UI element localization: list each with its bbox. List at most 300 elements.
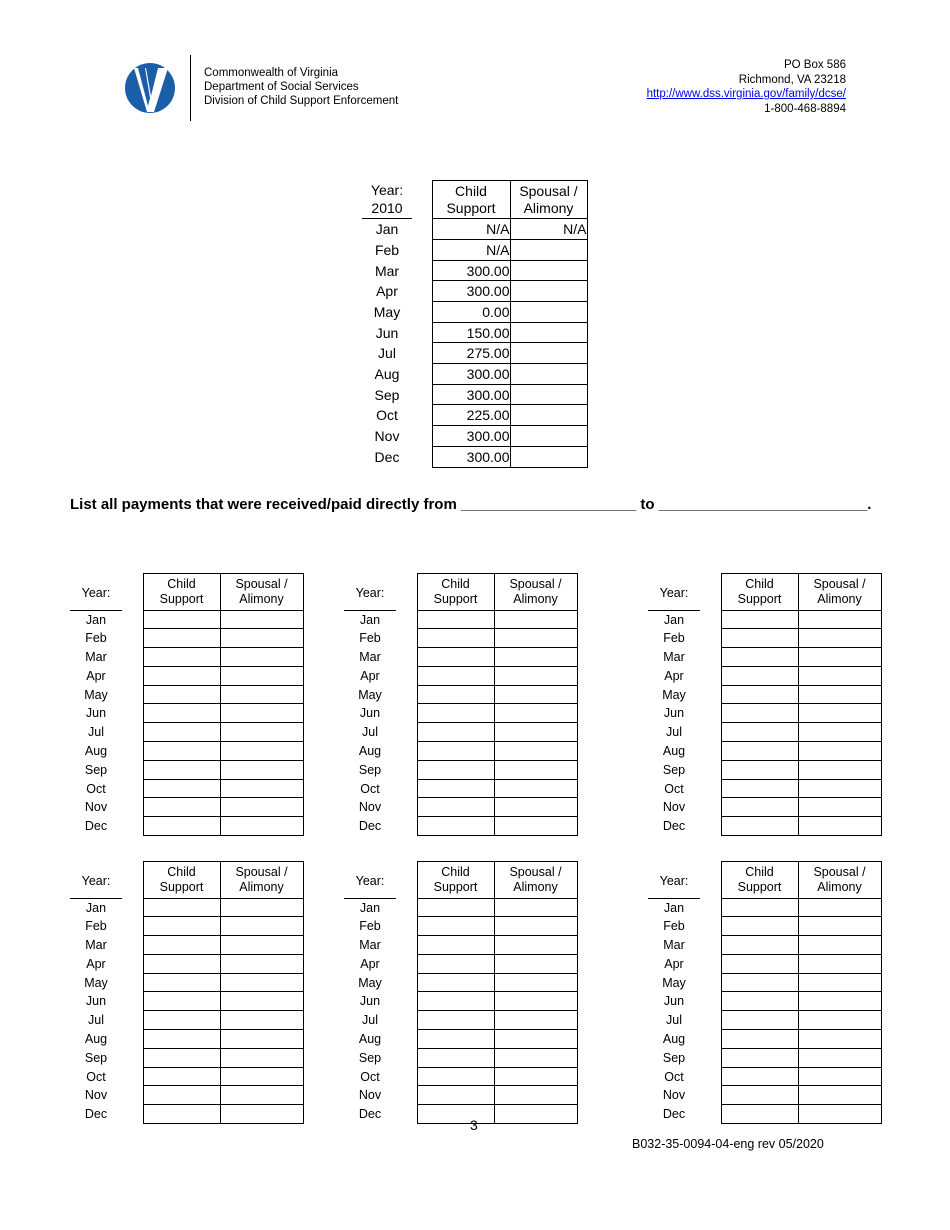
website-link[interactable]: http://www.dss.virginia.gov/family/dcse/ <box>646 88 846 100</box>
spousal-alimony-cell[interactable] <box>494 898 577 917</box>
child-support-cell[interactable] <box>721 898 798 917</box>
spousal-alimony-cell[interactable] <box>220 1011 303 1030</box>
month-label: Jan <box>359 900 381 915</box>
spousal-alimony-cell[interactable] <box>798 973 881 992</box>
child-support-header: Child Support <box>721 574 798 611</box>
month-label: Jun <box>663 994 685 1009</box>
child-support-cell[interactable] <box>143 936 220 955</box>
child-support-cell[interactable] <box>417 973 494 992</box>
month-label: May <box>358 687 382 702</box>
child-support-cell[interactable] <box>143 610 220 629</box>
table-row <box>70 742 303 761</box>
spousal-alimony-cell[interactable] <box>798 898 881 917</box>
spousal-alimony-cell[interactable] <box>494 610 577 629</box>
child-support-cell[interactable] <box>721 1011 798 1030</box>
child-support-cell[interactable] <box>143 1030 220 1049</box>
spousal-alimony-cell[interactable] <box>510 322 587 343</box>
child-support-cell[interactable] <box>721 973 798 992</box>
agency-name <box>204 66 398 108</box>
year-cell[interactable] <box>70 574 122 611</box>
month-label: Jul <box>666 725 682 740</box>
spousal-alimony-cell[interactable] <box>798 954 881 973</box>
child-support-cell[interactable] <box>143 1011 220 1030</box>
table-row <box>70 723 303 742</box>
table-row <box>344 817 577 836</box>
table-row <box>344 1105 577 1124</box>
year-cell[interactable] <box>648 574 700 611</box>
spousal-alimony-cell[interactable] <box>220 1086 303 1105</box>
table-row <box>344 648 577 667</box>
spousal-alimony-cell[interactable] <box>510 364 587 385</box>
month-label: Apr <box>360 956 380 971</box>
blank-payment-table <box>344 861 578 1124</box>
child-support-cell[interactable] <box>417 629 494 648</box>
spousal-alimony-cell[interactable] <box>798 629 881 648</box>
spousal-alimony-cell[interactable] <box>494 1030 577 1049</box>
spousal-alimony-cell[interactable] <box>494 954 577 973</box>
spousal-alimony-cell[interactable] <box>494 817 577 836</box>
spousal-alimony-cell[interactable] <box>510 384 587 405</box>
child-support-cell[interactable]: 225.00 <box>432 405 510 426</box>
year-label: Year: <box>355 585 385 600</box>
child-support-cell[interactable] <box>417 610 494 629</box>
city-state-zip: Richmond, VA 23218 <box>738 73 846 86</box>
spousal-alimony-cell[interactable] <box>798 817 881 836</box>
table-row <box>70 1030 303 1049</box>
table-row <box>344 1067 577 1086</box>
table-row <box>70 666 303 685</box>
month-label: Sep <box>662 1050 686 1065</box>
spousal-alimony-cell[interactable] <box>220 1030 303 1049</box>
table-row <box>344 973 577 992</box>
child-support-cell[interactable] <box>721 954 798 973</box>
table-row <box>648 1011 881 1030</box>
spousal-alimony-cell[interactable] <box>494 1067 577 1086</box>
spousal-alimony-cell[interactable] <box>510 405 587 426</box>
month-label: Dec <box>662 819 686 834</box>
table-row <box>70 760 303 779</box>
month-label: Jun <box>663 706 685 721</box>
month-label: Oct <box>376 407 398 424</box>
child-support-header: Child Support <box>432 181 510 219</box>
table-row <box>344 666 577 685</box>
child-support-cell[interactable] <box>143 917 220 936</box>
child-support-cell[interactable] <box>417 648 494 667</box>
spousal-alimony-cell[interactable] <box>220 704 303 723</box>
spousal-alimony-cell[interactable] <box>798 992 881 1011</box>
child-support-cell[interactable] <box>721 1105 798 1124</box>
table-row <box>362 446 587 467</box>
table-row <box>344 898 577 917</box>
spousal-alimony-cell[interactable] <box>510 281 587 302</box>
month-label: Jul <box>362 1013 378 1028</box>
spousal-alimony-cell[interactable] <box>494 917 577 936</box>
spousal-alimony-cell[interactable] <box>220 936 303 955</box>
table-row <box>362 219 587 240</box>
spousal-alimony-cell[interactable] <box>220 898 303 917</box>
child-support-cell[interactable] <box>721 936 798 955</box>
child-support-cell[interactable] <box>721 610 798 629</box>
child-support-cell[interactable] <box>721 1048 798 1067</box>
spousal-alimony-cell[interactable] <box>494 648 577 667</box>
table-row <box>70 685 303 704</box>
month-label: Oct <box>360 1069 380 1084</box>
year-label: Year: <box>370 181 404 198</box>
child-support-cell[interactable] <box>143 685 220 704</box>
spousal-alimony-cell[interactable] <box>798 798 881 817</box>
month-label: Nov <box>358 1088 382 1103</box>
spousal-alimony-header: Spousal / Alimony <box>510 181 587 219</box>
child-support-cell[interactable] <box>143 760 220 779</box>
table-row <box>70 629 303 648</box>
agency-line: Department of Social Services <box>204 81 359 93</box>
spousal-alimony-cell[interactable] <box>798 1105 881 1124</box>
spousal-alimony-cell[interactable] <box>494 1011 577 1030</box>
spousal-alimony-cell[interactable] <box>220 610 303 629</box>
child-support-cell[interactable] <box>417 723 494 742</box>
spousal-alimony-cell[interactable] <box>798 760 881 779</box>
spousal-alimony-cell[interactable] <box>220 817 303 836</box>
month-label: Nov <box>84 800 108 815</box>
child-support-cell[interactable] <box>417 954 494 973</box>
spousal-alimony-cell[interactable] <box>494 936 577 955</box>
month-label: Sep <box>84 762 108 777</box>
child-support-cell[interactable] <box>143 1067 220 1086</box>
spousal-alimony-cell[interactable] <box>494 1048 577 1067</box>
spousal-alimony-cell[interactable] <box>510 302 587 323</box>
table-row <box>648 704 881 723</box>
month-label: Sep <box>358 1050 382 1065</box>
child-support-cell[interactable] <box>721 798 798 817</box>
month-label: Nov <box>662 1088 686 1103</box>
year-cell[interactable] <box>648 862 700 899</box>
child-support-cell[interactable] <box>417 1067 494 1086</box>
child-support-cell[interactable]: 150.00 <box>432 322 510 343</box>
table-row <box>344 629 577 648</box>
child-support-cell[interactable] <box>721 1030 798 1049</box>
spousal-alimony-cell[interactable] <box>220 954 303 973</box>
child-support-cell[interactable] <box>143 973 220 992</box>
month-label: Oct <box>664 1069 684 1084</box>
spousal-alimony-cell[interactable] <box>494 629 577 648</box>
blank-payment-table <box>70 573 304 836</box>
month-label: Dec <box>374 448 400 465</box>
spousal-alimony-cell[interactable] <box>510 426 587 447</box>
child-support-cell[interactable] <box>143 666 220 685</box>
month-label: Apr <box>86 956 106 971</box>
month-label: Feb <box>663 919 685 934</box>
child-support-cell[interactable] <box>143 898 220 917</box>
spousal-alimony-header: Spousal / Alimony <box>494 574 577 611</box>
table-row <box>70 898 303 917</box>
year-label: Year: <box>355 873 385 888</box>
spousal-alimony-cell[interactable] <box>220 798 303 817</box>
spousal-alimony-cell[interactable] <box>510 343 587 364</box>
spousal-alimony-cell[interactable] <box>220 685 303 704</box>
spousal-alimony-cell[interactable] <box>798 685 881 704</box>
month-label: Feb <box>359 919 381 934</box>
spousal-alimony-cell[interactable] <box>220 1105 303 1124</box>
spousal-alimony-cell[interactable] <box>494 779 577 798</box>
table-row <box>648 666 881 685</box>
table-row <box>70 798 303 817</box>
year-cell[interactable] <box>344 574 396 611</box>
spousal-alimony-cell[interactable] <box>220 723 303 742</box>
table-row <box>648 648 881 667</box>
month-label: Mar <box>85 649 107 664</box>
table-row <box>648 1067 881 1086</box>
child-support-cell[interactable] <box>721 1067 798 1086</box>
child-support-cell[interactable] <box>721 704 798 723</box>
child-support-cell[interactable] <box>417 685 494 704</box>
table-row <box>70 779 303 798</box>
spousal-alimony-cell[interactable] <box>798 723 881 742</box>
child-support-cell[interactable] <box>417 1011 494 1030</box>
table-row <box>648 973 881 992</box>
table-row <box>648 817 881 836</box>
child-support-cell[interactable] <box>721 666 798 685</box>
month-label: Mar <box>374 262 400 279</box>
spousal-alimony-cell[interactable] <box>220 629 303 648</box>
year-cell[interactable] <box>70 862 122 899</box>
child-support-cell[interactable] <box>417 1030 494 1049</box>
month-label: Mar <box>663 937 685 952</box>
child-support-cell[interactable] <box>417 704 494 723</box>
spousal-alimony-cell[interactable] <box>494 704 577 723</box>
child-support-header: Child Support <box>417 574 494 611</box>
child-support-cell[interactable] <box>417 666 494 685</box>
child-support-cell[interactable] <box>417 1105 494 1124</box>
month-label: Aug <box>84 743 108 758</box>
month-label: Feb <box>85 631 107 646</box>
child-support-cell[interactable] <box>143 798 220 817</box>
child-support-cell[interactable] <box>721 1086 798 1105</box>
table-row <box>648 954 881 973</box>
spousal-alimony-cell[interactable] <box>494 973 577 992</box>
child-support-cell[interactable] <box>417 1086 494 1105</box>
spousal-alimony-cell[interactable] <box>798 1030 881 1049</box>
table-row <box>70 1086 303 1105</box>
child-support-cell[interactable] <box>721 760 798 779</box>
child-support-cell[interactable] <box>721 723 798 742</box>
table-row <box>344 760 577 779</box>
spousal-alimony-cell[interactable] <box>220 666 303 685</box>
child-support-cell[interactable] <box>417 798 494 817</box>
spousal-alimony-cell[interactable] <box>494 666 577 685</box>
child-support-cell[interactable] <box>721 648 798 667</box>
child-support-cell[interactable]: 300.00 <box>432 426 510 447</box>
table-row <box>362 260 587 281</box>
month-label: Aug <box>358 743 382 758</box>
child-support-cell[interactable] <box>143 817 220 836</box>
spousal-alimony-cell[interactable] <box>798 917 881 936</box>
table-header-row <box>70 574 303 611</box>
spousal-alimony-cell[interactable] <box>220 1048 303 1067</box>
month-label: Oct <box>360 781 380 796</box>
month-label: Dec <box>662 1107 686 1122</box>
table-row <box>362 322 587 343</box>
child-support-cell[interactable] <box>417 1048 494 1067</box>
table-row <box>344 779 577 798</box>
table-row <box>70 992 303 1011</box>
spousal-alimony-cell[interactable] <box>510 446 587 467</box>
spousal-alimony-header: Spousal / Alimony <box>798 574 881 611</box>
spousal-alimony-cell[interactable] <box>798 1086 881 1105</box>
child-support-cell[interactable] <box>721 742 798 761</box>
spousal-alimony-cell[interactable] <box>220 779 303 798</box>
year-cell[interactable] <box>344 862 396 899</box>
month-label: Dec <box>84 819 108 834</box>
spousal-alimony-cell[interactable] <box>494 685 577 704</box>
child-support-cell[interactable] <box>417 898 494 917</box>
child-support-cell[interactable] <box>417 817 494 836</box>
child-support-cell[interactable] <box>143 1086 220 1105</box>
spousal-alimony-cell[interactable] <box>510 260 587 281</box>
child-support-header: Child Support <box>143 574 220 611</box>
child-support-cell[interactable] <box>143 723 220 742</box>
table-row <box>648 917 881 936</box>
month-label: Jun <box>85 706 107 721</box>
child-support-cell[interactable]: 275.00 <box>432 343 510 364</box>
agency-line: Commonwealth of Virginia <box>204 67 339 79</box>
month-label: Dec <box>358 1107 382 1122</box>
child-support-cell[interactable] <box>417 992 494 1011</box>
table-row <box>362 302 587 323</box>
spousal-alimony-cell[interactable] <box>220 648 303 667</box>
child-support-cell[interactable] <box>721 992 798 1011</box>
child-support-cell[interactable] <box>143 992 220 1011</box>
table-row <box>648 1030 881 1049</box>
child-support-cell[interactable] <box>143 779 220 798</box>
spousal-alimony-cell[interactable] <box>220 992 303 1011</box>
spousal-alimony-cell[interactable]: N/A <box>510 219 587 240</box>
child-support-cell[interactable]: N/A <box>432 219 510 240</box>
spousal-alimony-cell[interactable] <box>220 973 303 992</box>
spousal-alimony-cell[interactable] <box>494 742 577 761</box>
child-support-cell[interactable]: N/A <box>432 239 510 260</box>
month-label: Jan <box>359 612 381 627</box>
spousal-alimony-cell[interactable] <box>798 742 881 761</box>
table-row <box>648 936 881 955</box>
child-support-cell[interactable] <box>143 1048 220 1067</box>
spousal-alimony-header: Spousal / Alimony <box>494 862 577 899</box>
child-support-cell[interactable] <box>143 1105 220 1124</box>
table-row <box>648 779 881 798</box>
spousal-alimony-cell[interactable] <box>494 1086 577 1105</box>
month-label: Jan <box>663 612 685 627</box>
child-support-cell[interactable] <box>417 917 494 936</box>
child-support-cell[interactable] <box>417 779 494 798</box>
child-support-cell[interactable]: 300.00 <box>432 446 510 467</box>
child-support-cell[interactable] <box>417 936 494 955</box>
table-row <box>362 343 587 364</box>
spousal-alimony-cell[interactable] <box>798 1048 881 1067</box>
spousal-alimony-cell[interactable] <box>798 648 881 667</box>
child-support-cell[interactable]: 300.00 <box>432 384 510 405</box>
child-support-cell[interactable] <box>417 760 494 779</box>
child-support-cell[interactable] <box>721 629 798 648</box>
spousal-alimony-cell[interactable] <box>798 610 881 629</box>
year-label: Year: <box>81 585 111 600</box>
spousal-alimony-cell[interactable] <box>220 917 303 936</box>
child-support-cell[interactable] <box>143 629 220 648</box>
month-label: Jun <box>85 994 107 1009</box>
table-row <box>648 685 881 704</box>
table-row <box>344 1086 577 1105</box>
table-row <box>70 954 303 973</box>
table-row <box>648 760 881 779</box>
blank-payment-table <box>344 573 578 836</box>
spousal-alimony-cell[interactable] <box>798 704 881 723</box>
child-support-cell[interactable] <box>417 742 494 761</box>
spousal-alimony-cell[interactable] <box>798 666 881 685</box>
month-label: May <box>662 687 686 702</box>
child-support-cell[interactable]: 0.00 <box>432 302 510 323</box>
year-value: 2010 <box>371 200 403 217</box>
child-support-cell[interactable] <box>721 817 798 836</box>
month-label: Apr <box>664 668 684 683</box>
spousal-alimony-cell[interactable] <box>220 760 303 779</box>
spousal-alimony-cell[interactable] <box>510 239 587 260</box>
month-label: Nov <box>358 800 382 815</box>
table-header-row <box>648 862 881 899</box>
month-label: Jun <box>359 706 381 721</box>
table-row <box>362 405 587 426</box>
spousal-alimony-cell[interactable] <box>220 1067 303 1086</box>
month-label: Aug <box>662 743 686 758</box>
child-support-cell[interactable] <box>721 917 798 936</box>
table-row <box>70 1105 303 1124</box>
month-label: May <box>358 975 382 990</box>
child-support-cell[interactable]: 300.00 <box>432 281 510 302</box>
page-number: 3 <box>470 1117 478 1133</box>
spousal-alimony-cell[interactable] <box>798 779 881 798</box>
logo-divider <box>190 55 191 121</box>
spousal-alimony-cell[interactable] <box>798 936 881 955</box>
table-header-row <box>344 574 577 611</box>
child-support-cell[interactable] <box>143 742 220 761</box>
spousal-alimony-cell[interactable] <box>494 723 577 742</box>
child-support-cell[interactable] <box>143 954 220 973</box>
child-support-cell[interactable]: 300.00 <box>432 364 510 385</box>
table-row <box>344 936 577 955</box>
spousal-alimony-cell[interactable] <box>220 742 303 761</box>
blank-payment-table <box>70 861 304 1124</box>
spousal-alimony-cell[interactable] <box>494 992 577 1011</box>
month-label: Dec <box>84 1107 108 1122</box>
child-support-cell[interactable] <box>721 779 798 798</box>
month-label: Jul <box>666 1013 682 1028</box>
table-row <box>70 917 303 936</box>
month-label: Oct <box>86 781 106 796</box>
table-row <box>648 629 881 648</box>
spousal-alimony-cell[interactable] <box>494 1105 577 1124</box>
month-label: Jul <box>88 1013 104 1028</box>
table-header-row <box>648 574 881 611</box>
month-label: Jun <box>359 994 381 1009</box>
child-support-cell[interactable] <box>721 685 798 704</box>
child-support-cell[interactable]: 300.00 <box>432 260 510 281</box>
spousal-alimony-cell[interactable] <box>798 1011 881 1030</box>
child-support-cell[interactable] <box>143 648 220 667</box>
month-label: Apr <box>86 668 106 683</box>
spousal-alimony-cell[interactable] <box>798 1067 881 1086</box>
month-label: Nov <box>662 800 686 815</box>
table-row <box>344 685 577 704</box>
spousal-alimony-cell[interactable] <box>494 760 577 779</box>
child-support-cell[interactable] <box>143 704 220 723</box>
spousal-alimony-cell[interactable] <box>494 798 577 817</box>
